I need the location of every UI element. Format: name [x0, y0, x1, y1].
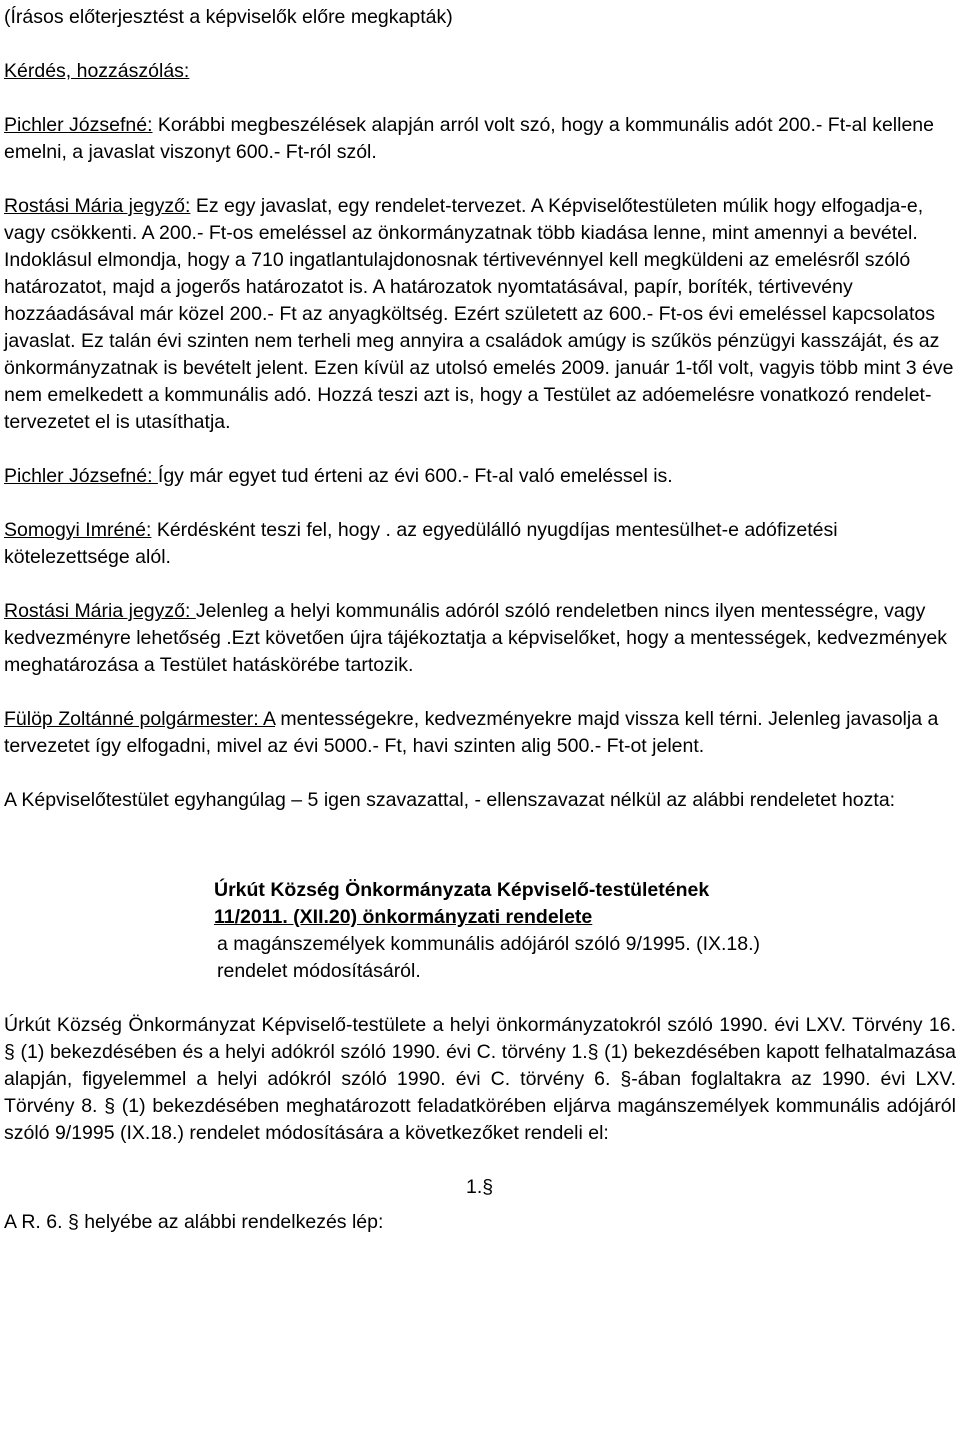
speaker-name: Somogyi Imréné:: [4, 519, 152, 541]
document-page: [4, 4, 956, 1236]
regulation-preamble: Úrkút Község Önkormányzat Képviselő-testülete a helyi önkormányzatokról szóló 1990. évi LXV. Törvény 16. § (1) bekezdésében és a helyi adókról szóló 1990. évi C. törvény 1.§ (1) bekezdésében kapott felhatalmazása alapján, figyelemmel a helyi adókról szóló 1990. évi C. törvény 6. §-ában foglaltakra az 1990. évi LXV. Törvény 8. § (1) bekezdésében meghatározott feladatkörében eljárva magánszemélyek kommunális adójáról szóló 9/1995 (IX.18.) rendelet módosítására a következőket rendeli el:: [4, 1014, 956, 1144]
regulation-title-line3: a magánszemélyek kommunális adójáról szóló 9/1995. (IX.18.): [217, 933, 761, 955]
speaker-name: Pichler Józsefné:: [4, 465, 158, 487]
speech-text: Így már egyet tud érteni az évi 600.- Ft-al való emeléssel is.: [157, 465, 673, 487]
speech-text: mentességekre, kedvezményekre majd vissza kell térni. Jelenleg javasolja a tervezetet így elfogadni, mivel az évi 5000.- Ft, havi szinten alig 500.- Ft-ot jelent.: [4, 708, 939, 757]
questions-heading: Kérdés, hozzászólás:: [4, 60, 190, 82]
speaker-name: Fülöp Zoltánné polgármester: A: [4, 708, 275, 730]
speaker-name: Rostási Mária jegyző:: [4, 600, 196, 622]
section-number: 1.§: [466, 1176, 494, 1198]
regulation-title-line1: Úrkút Község Önkormányzata Képviselő-testületének: [214, 879, 710, 901]
intro-note: (Írásos előterjesztést a képviselők előre megkapták): [4, 6, 453, 28]
paragraph-rostasi-1: [4, 193, 956, 436]
paragraph-pichler-2: [4, 463, 956, 490]
paragraph-somogyi: [4, 517, 956, 571]
regulation-title-line4: rendelet módosításáról.: [217, 960, 421, 982]
regulation-title: [214, 877, 956, 985]
speech-text: Kérdésként teszi fel, hogy . az egyedülálló nyugdíjas mentesülhet-e adófizetési kötelezettsége alól.: [4, 519, 838, 568]
amendment-intro: A R. 6. § helyébe az alábbi rendelkezés lép:: [4, 1211, 384, 1233]
vote-result: A Képviselőtestület egyhangúlag – 5 igen szavazattal, - ellenszavazat nélkül az alábbi rendeletet hozta:: [4, 789, 896, 811]
paragraph-rostasi-2: [4, 598, 956, 679]
speaker-name: Pichler Józsefné:: [4, 114, 153, 136]
speech-text: Jelenleg a helyi kommunális adóról szóló rendeletben nincs ilyen mentességre, vagy kedvezményre lehetőség .Ezt követően újra tájékoztatja a képviselőket, hogy a mentességek, kedvezmények meghatározása a Testület hatáskörébe tartozik.: [4, 600, 948, 676]
speech-text: Ez egy javaslat, egy rendelet-tervezet. A Képviselőtestületen múlik hogy elfogadja-e, vagy csökkenti. A 200.- Ft-os emeléssel az önkormányzatnak több kiadása lenne, mint amennyi a bevétel. Indoklásul elmondja, hogy a 710 ingatlantulajdonosnak tértivevénnyel kell megküldeni az emelésről szóló határozatot, majd a jogerős határozatot is. A határozatok nyomtatásával, papír, boríték, tértivevény hozzáadásával már közel 200.- Ft az anyagköltség. Ezért született az 600.- Ft-os évi emeléssel kapcsolatos javaslat. Ez talán évi szinten nem terheli meg annyira a családok amúgy is szűkös pénzügyi kasszáját, és az önkormányzatnak is bevételt jelent. Ezen kívül az utolsó emelés 2009. január 1-től volt, vagyis több mint 3 éve nem emelkedett a kommunális adó. Hozzá teszi azt is, hogy a Testület az adóemelésre vonatkozó rendelet-tervezetet el is utasíthatja.: [4, 195, 954, 433]
speaker-name: Rostási Mária jegyző:: [4, 195, 191, 217]
paragraph-fulop: [4, 706, 956, 760]
regulation-title-line2: 11/2011. (XII.20) önkormányzati rendelete: [214, 906, 593, 928]
speech-text: Korábbi megbeszélések alapján arról volt szó, hogy a kommunális adót 200.- Ft-al kellene emelni, a javaslat viszonyt 600.- Ft-ról szól.: [4, 114, 934, 163]
paragraph-pichler-1: [4, 112, 956, 166]
